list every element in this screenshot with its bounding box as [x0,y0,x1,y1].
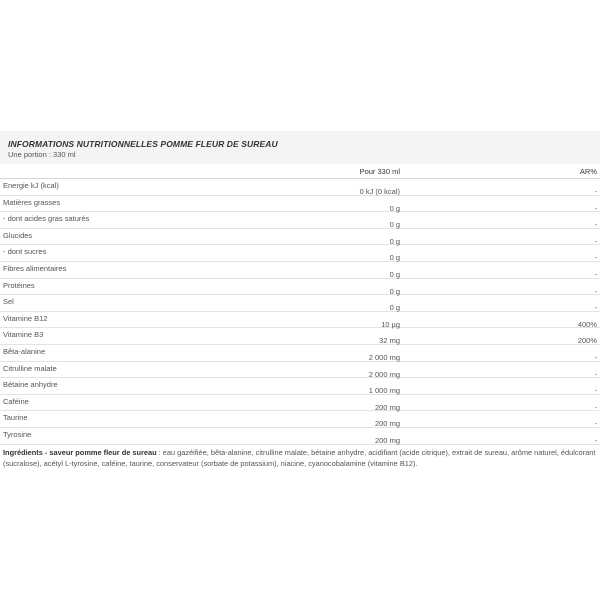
nutrient-label: - dont acides gras saturés [3,214,90,224]
table-row [0,179,600,196]
nutrient-label: - dont sucres [3,247,47,257]
nutrient-label: Fibres alimentaires [3,263,67,273]
nutrient-quantity: 200 mg [374,402,400,412]
ingredients-list: : eau gazéifiée, bêta-alanine, citrulline malate, bétaine anhydre, acidifiant (acide citrique), extrait de sureau, arôme naturel, édulcorant (sucralose), acétyl L-tyrosine, caféine, taurine, conservateur (sorbate de potassium), niacine, cyanocobalamine (vitamine B12). [3,447,596,468]
nutrient-quantity: 10 µg [381,319,400,329]
table-row [0,212,600,229]
table-row [0,345,600,362]
nutrient-label: Bêta-alanine [3,346,46,356]
nutrient-quantity: 2 000 mg [368,352,400,362]
nutrient-ar: - [594,419,597,429]
column-header-ar: AR% [579,167,597,176]
nutrient-ar: - [594,286,597,296]
nutrient-ar: - [594,435,597,445]
nutrient-ar: - [594,303,597,313]
nutrient-label: Sel [3,297,14,307]
nutrient-label: Energie kJ (kcal) [3,181,59,190]
nutrient-quantity: 1 000 mg [368,386,400,396]
nutrient-label: Glucides [3,230,33,240]
nutrient-ar: - [594,402,597,412]
nutrient-ar: - [594,269,597,279]
nutrition-panel [0,131,600,469]
nutrient-ar: - [594,203,597,213]
nutrient-quantity: 0 g [389,253,400,263]
nutrient-label: Protéines [3,280,35,290]
nutrient-ar: 400% [577,319,597,329]
table-row [0,428,600,445]
page-title: INFORMATIONS NUTRITIONNELLES POMME FLEUR DE SUREAU [8,139,278,149]
nutrient-quantity: 200 mg [374,435,400,445]
table-row [0,411,600,428]
nutrient-quantity: 0 kJ (0 kcal) [359,187,400,196]
nutrient-quantity: 2 000 mg [368,369,400,379]
nutrient-ar: - [594,386,597,396]
ingredients-heading: Ingrédients - saveur pomme fleur de sureau [3,447,157,457]
table-row [0,229,600,246]
table-row [0,295,600,312]
table-row [0,279,600,296]
nutrient-ar: - [594,369,597,379]
nutrient-label: Vitamine B12 [3,313,48,323]
nutrient-label: Tyrosine [3,429,32,439]
nutrient-label: Vitamine B3 [3,330,44,340]
table-header [0,164,600,179]
nutrient-quantity: 32 mg [379,336,400,346]
nutrition-table [0,179,600,445]
nutrient-quantity: 0 g [389,269,400,279]
nutrient-ar: - [594,253,597,263]
nutrient-ar: 200% [577,336,597,346]
table-row [0,196,600,213]
nutrient-label: Citrulline malate [3,363,57,373]
table-row [0,395,600,412]
nutrient-quantity: 0 g [389,220,400,230]
nutrient-quantity: 200 mg [374,419,400,429]
nutrient-ar: - [594,187,597,196]
ingredients-text [0,445,597,469]
column-header-portion: Pour 330 ml [359,167,400,176]
nutrient-label: Caféine [3,396,29,406]
nutrient-ar: - [594,220,597,230]
nutrient-label: Bétaine anhydre [3,380,58,390]
nutrition-header [0,131,600,164]
table-row [0,378,600,395]
table-row [0,262,600,279]
nutrient-quantity: 0 g [389,286,400,296]
nutrient-ar: - [594,352,597,362]
table-row [0,362,600,379]
nutrient-quantity: 0 g [389,203,400,213]
nutrient-ar: - [594,236,597,246]
table-row [0,312,600,329]
nutrient-quantity: 0 g [389,303,400,313]
table-row [0,328,600,345]
table-row [0,245,600,262]
portion-subtitle: Une portion : 330 ml [8,150,76,159]
nutrient-label: Matières grasses [3,197,61,207]
nutrient-label: Taurine [3,413,28,423]
nutrient-quantity: 0 g [389,236,400,246]
